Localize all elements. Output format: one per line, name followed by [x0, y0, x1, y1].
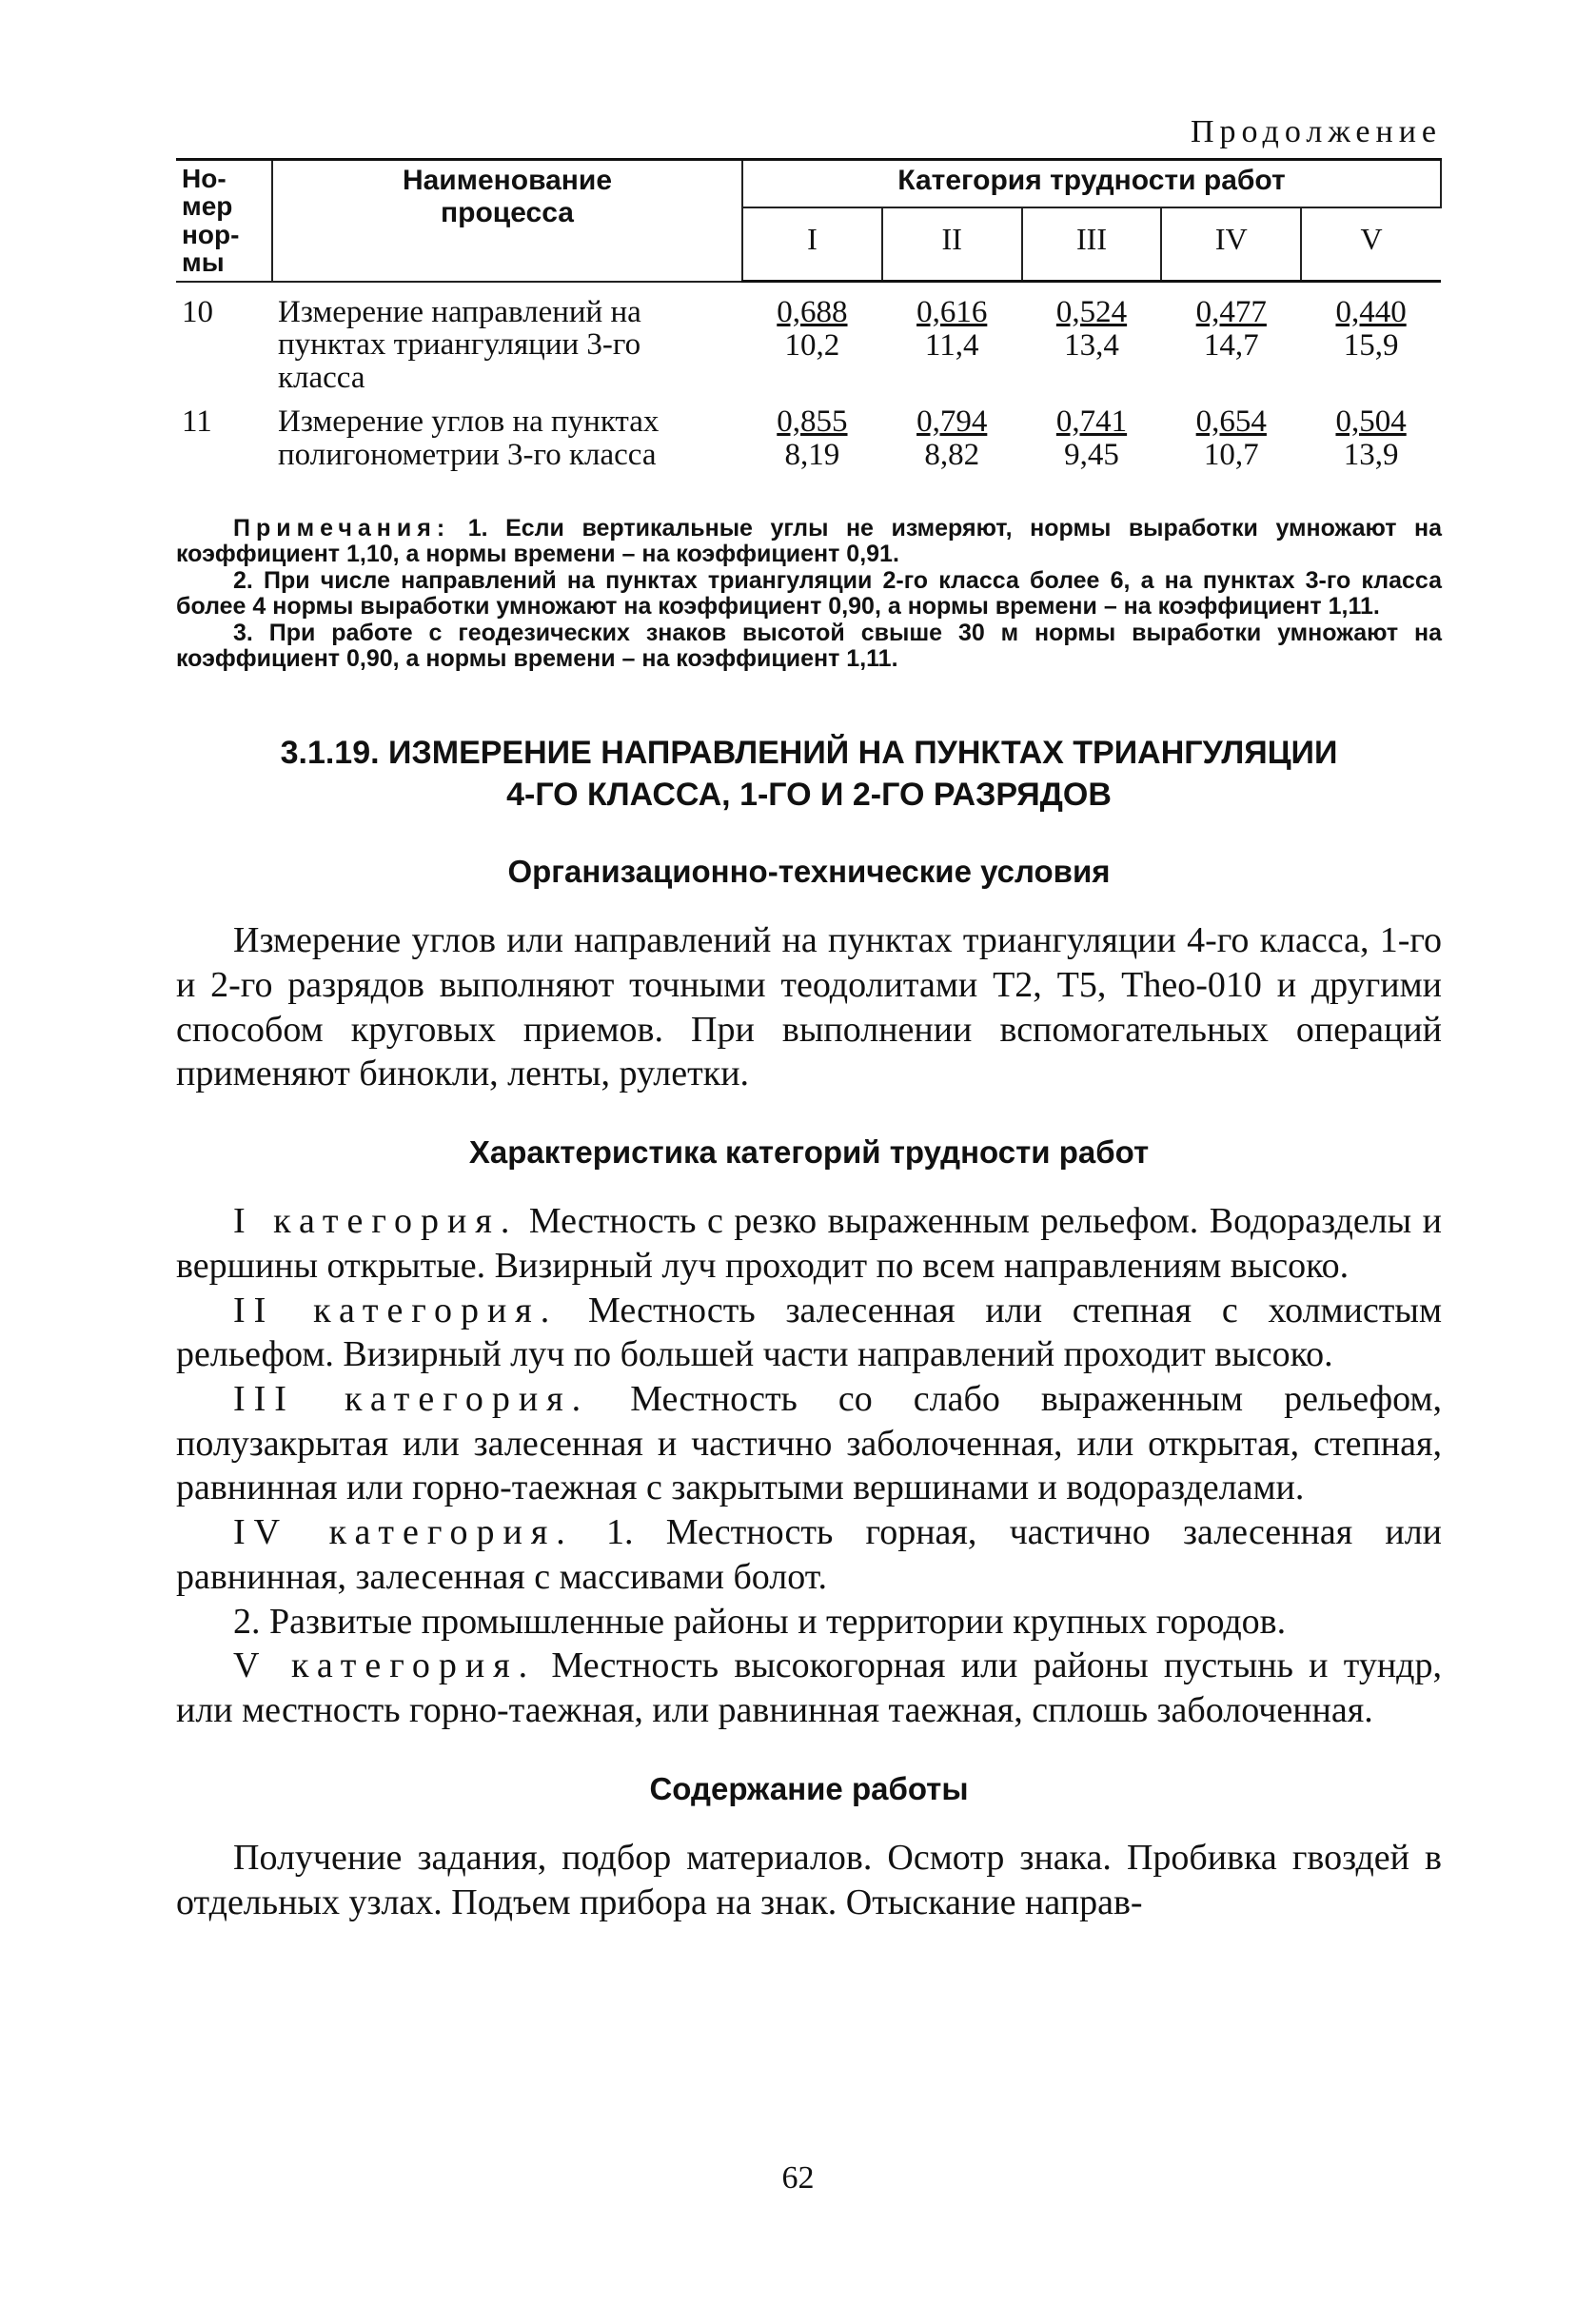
category-2-paragraph: II категория. Местность залесенная или степная с холмистым рельефом. Визирный луч по большей части направлений проходит высоко. — [176, 1290, 1442, 1375]
header-category: Категория трудности работ — [742, 160, 1441, 208]
value-cell: 0,794 8,82 — [916, 404, 988, 473]
value-cell: 0,616 11,4 — [916, 295, 988, 363]
category-4-paragraph-2: 2. Развитые промышленные районы и территории крупных городов. — [233, 1601, 1287, 1642]
category-5-paragraph: V категория. Местность высокогорная или районы пустынь и тундр, или местность горно-таежная, или равнинная таежная, сплошь заболоченная. — [176, 1645, 1442, 1731]
page-number: 62 — [781, 2160, 815, 2196]
continued-label: Продолжение — [1190, 114, 1442, 149]
value-cell: 0,504 13,9 — [1335, 404, 1407, 473]
category-4-paragraph: IV категория. 1. Местность горная, частично залесенная или равнинная, залесенная с массивами болот. — [176, 1512, 1443, 1597]
value-cell: 0,688 10,2 — [777, 295, 848, 363]
notes-label: Примечания: — [233, 514, 451, 542]
header-category-2: II — [882, 207, 1022, 281]
category-1-label: I категория. — [233, 1201, 519, 1242]
category-1-paragraph: I категория. Местность с резко выраженным рельефом. Водоразделы и вершины открытые. Визирный луч проходит по всем направлениям высоко. — [176, 1201, 1442, 1286]
category-5-label: V категория. — [233, 1645, 537, 1686]
value-cell: 0,741 9,45 — [1055, 404, 1128, 473]
norms-table — [176, 158, 1442, 478]
content-heading: Содержание работы — [649, 1770, 969, 1806]
section-title: 3.1.19. ИЗМЕРЕНИЕ НАПРАВЛЕНИЙ НА ПУНКТАХ ТРИАНГУЛЯЦИИ 4-ГО КЛАССА, 1-ГО И 2-ГО РАЗРЯДОВ — [280, 734, 1338, 813]
value-cell: 0,477 14,7 — [1195, 295, 1267, 363]
header-process: Наименование процесса — [272, 160, 742, 282]
row-number: 10 — [182, 294, 213, 329]
org-paragraph: Измерение углов или направлений на пунктах триангуляции 4-го класса, 1-го и 2-го разрядов выполняют точными теодолитами Т2, Т5, Theo-010 и другими способом круговых приемов. При выполнении вспомогательных операций применяют бинокли, ленты, рулетки. — [176, 920, 1442, 1094]
header-category-4: IV — [1161, 207, 1301, 281]
header-category-3: III — [1022, 207, 1162, 281]
row-name: Измерение углов на пунктах полигонометрии 3-го класса — [278, 404, 660, 473]
row-name: Измерение направлений на пунктах триангуляции 3-го класса — [278, 294, 641, 395]
table-notes — [176, 516, 1442, 673]
content-paragraph: Получение задания, подбор материалов. Осмотр знака. Пробивка гвоздей в отдельных узлах. Подъем прибора на знак. Отыскание направ- — [176, 1837, 1442, 1922]
org-heading: Организационно-технические условия — [507, 854, 1111, 890]
value-cell: 0,654 10,7 — [1195, 404, 1267, 473]
table-row — [176, 400, 1441, 477]
table-row — [176, 282, 1441, 401]
category-3-paragraph: III категория. Местность со слабо выраженным рельефом, полузакрытая или залесенная и частично заболоченная, или открытая, степная, равнинная или горно-таежная с закрытыми вершинами и водоразделами. — [176, 1379, 1442, 1508]
category-2-label: II категория. — [233, 1290, 559, 1330]
header-number: Но- мер нор- мы — [176, 160, 272, 282]
value-cell: 0,440 15,9 — [1335, 295, 1407, 363]
value-cell: 0,524 13,4 — [1055, 295, 1128, 363]
header-category-5: V — [1301, 207, 1441, 281]
category-4-label: IV категория. — [233, 1512, 574, 1553]
header-category-1: I — [742, 207, 882, 281]
categories-heading: Характеристика категорий трудности работ — [468, 1134, 1150, 1171]
row-number: 11 — [182, 404, 212, 440]
page-content — [176, 114, 1442, 1924]
note-3: 3. При работе с геодезических знаков высотой свыше 30 м нормы выработки умножают на коэффициент 0,90, а нормы времени – на коэффициент 1,11. — [176, 619, 1442, 673]
category-3-label: III категория. — [233, 1379, 590, 1420]
note-2: 2. При числе направлений на пунктах триангуляции 2-го класса более 6, а на пунктах 3-го класса более 4 нормы выработки умножают на коэффициент 0,90, а нормы времени – на коэффициент 1,11. — [176, 566, 1442, 621]
value-cell: 0,855 8,19 — [777, 404, 848, 473]
note-1: Примечания: 1. Если вертикальные углы не измеряют, нормы выработки умножают на коэффициент 1,10, а нормы времени – на коэффициент 0,91. — [176, 514, 1442, 568]
